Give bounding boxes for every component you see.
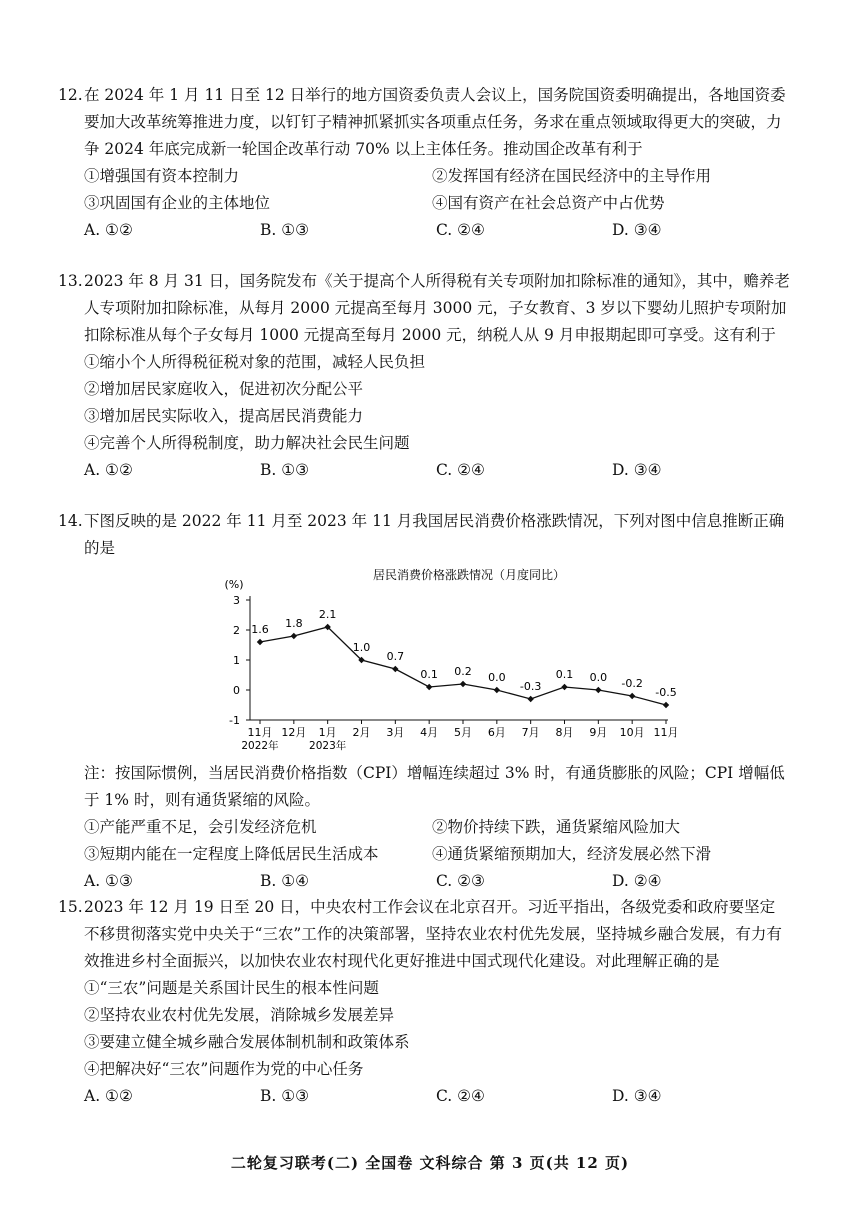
data-label: 0.0 [589, 671, 608, 684]
data-label: 2.1 [318, 608, 337, 621]
x-tick-label: 3月 [386, 726, 405, 739]
data-point [257, 639, 263, 645]
x-tick-label: 4月 [420, 726, 439, 739]
option-3: ③短期内能在一定程度上降低居民生活成本 [84, 845, 379, 863]
option-1: ①增强国有资本控制力 [84, 167, 240, 185]
question-stem: 在 2024 年 1 月 11 日至 12 日举行的地方国资委负责人会议上，国务院国资委明确提出，各地国资委要加大改革统筹推进力度，以钉钉子精神抓紧抓实各项重点任务，务求在重点领域取得更大的突破，力争 2024 年底完成新一轮国企改革行动 70% 以上主体任务。推动国企改革有利于 [84, 86, 786, 158]
choice-a[interactable]: A. ①② [84, 221, 133, 239]
data-point [561, 684, 567, 690]
chart-note: 注：按国际惯例，当居民消费价格指数（CPI）增幅连续超过 3% 时，有通货膨胀的风险；CPI 增幅低于 1% 时，则有通货紧缩的风险。 [84, 764, 785, 809]
x-tick-label: 11月 [653, 726, 678, 739]
choice-c[interactable]: C. ②④ [436, 221, 485, 239]
data-label: 1.0 [352, 641, 371, 654]
option-2: ②发挥国有经济在国民经济中的主导作用 [432, 167, 712, 185]
choice-d[interactable]: D. ③④ [612, 1087, 662, 1105]
x-tick-label: 6月 [487, 726, 506, 739]
option-4: ④国有资产在社会总资产中占优势 [432, 194, 665, 212]
data-label: 0.7 [386, 650, 405, 663]
choice-b[interactable]: B. ①③ [260, 461, 310, 479]
data-label: 1.8 [285, 617, 303, 630]
x-tick-label: 12月 [281, 726, 307, 739]
page-footer: 二轮复习联考(二) 全国卷 文科综合 第 3 页(共 12 页) [230, 1154, 630, 1172]
choice-d[interactable]: D. ③④ [612, 461, 662, 479]
option-4: ④完善个人所得税制度，助力解决社会民生问题 [84, 434, 410, 452]
question-number: 13. [58, 272, 83, 290]
data-point [460, 681, 466, 687]
data-point [595, 687, 601, 693]
question-number: 14. [58, 512, 83, 530]
choice-c[interactable]: C. ②③ [436, 872, 485, 890]
choice-a[interactable]: A. ①② [84, 461, 133, 479]
data-label: 0.0 [488, 671, 506, 684]
cpi-line-chart [208, 562, 678, 762]
x-tick-label: 9月 [589, 726, 608, 739]
data-point [291, 633, 297, 639]
options-row [84, 814, 790, 841]
option-1: ①产能严重不足，会引发经济危机 [84, 818, 317, 836]
choice-b[interactable]: B. ①③ [260, 1087, 310, 1105]
data-point [426, 684, 432, 690]
y-tick-label: 0 [233, 684, 240, 697]
x-tick-label: 5月 [454, 726, 472, 739]
question-number: 12. [58, 86, 83, 104]
year-label: 2022年 [241, 740, 279, 752]
x-tick-label: 7月 [521, 726, 540, 739]
choice-b[interactable]: B. ①④ [260, 872, 310, 890]
x-tick-label: 10月 [619, 726, 645, 739]
choices-row [84, 868, 790, 895]
question-number: 15. [58, 898, 83, 916]
x-tick-label: 8月 [555, 726, 574, 739]
data-label: 0.1 [420, 668, 438, 681]
question-stem: 2023 年 8 月 31 日，国务院发布《关于提高个人所得税有关专项附加扣除标准的通知》，其中，赡养老人专项附加扣除标准，从每月 2000 元提高至每月 3000 元，子女教育、3 岁以下婴幼儿照护专项附加扣除标准从每个子女每月 1000 元提高至每月 2000 元，纳税人从 9 月申报期起即可享受。这有利于 [84, 272, 790, 344]
data-label: 0.2 [454, 665, 472, 678]
option-3: ③增加居民实际收入，提高居民消费能力 [84, 407, 364, 425]
data-point [494, 687, 500, 693]
option-2: ②物价持续下跌，通货紧缩风险加大 [432, 818, 681, 836]
year-label: 2023年 [309, 740, 347, 752]
choice-a[interactable]: A. ①② [84, 1087, 133, 1105]
y-axis-unit: (%) [224, 578, 244, 591]
data-label: -0.2 [621, 677, 643, 690]
data-label: -0.3 [519, 680, 542, 693]
choice-b[interactable]: B. ①③ [260, 221, 310, 239]
data-point [629, 693, 635, 699]
choices-row [84, 1083, 790, 1110]
y-tick-label: 3 [233, 594, 240, 607]
data-point [392, 666, 398, 672]
question-14-continued [84, 760, 790, 895]
options-row [84, 841, 790, 868]
option-4: ④把解决好“三农”问题作为党的中心任务 [84, 1060, 364, 1078]
question-stem: 2023 年 12 月 19 日至 20 日，中央农村工作会议在北京召开。习近平指出，各级党委和政府要坚定不移贯彻落实党中央关于“三农”工作的决策部署，坚持农业农村优先发展，坚持城乡融合发展，有力有效推进乡村全面振兴，以加快农业农村现代化更好推进中国式现代化建设。对此理解正确的是 [84, 898, 782, 970]
data-point [663, 702, 669, 708]
x-tick-label: 11月 [247, 726, 273, 739]
option-1: ①缩小个人所得税征税对象的范围，减轻人民负担 [84, 353, 426, 371]
choice-d[interactable]: D. ②④ [612, 872, 662, 890]
options-row [84, 163, 790, 190]
x-tick-label: 2月 [352, 726, 371, 739]
question-13 [58, 268, 790, 484]
data-label: 1.6 [251, 623, 269, 636]
option-3: ③要建立健全城乡融合发展体制机制和政策体系 [84, 1033, 410, 1051]
choice-a[interactable]: A. ①③ [84, 872, 133, 890]
option-1: ①“三农”问题是关系国计民生的根本性问题 [84, 979, 379, 997]
option-2: ②增加居民家庭收入，促进初次分配公平 [84, 380, 364, 398]
choice-d[interactable]: D. ③④ [612, 221, 662, 239]
data-label: 0.1 [555, 668, 574, 681]
question-stem: 下图反映的是 2022 年 11 月至 2023 年 11 月我国居民消费价格涨跌情况，下列对图中信息推断正确的是 [84, 512, 785, 557]
data-point [527, 696, 533, 702]
question-12 [58, 82, 790, 244]
option-3: ③巩固国有企业的主体地位 [84, 194, 271, 212]
chart-title: 居民消费价格涨跌情况（月度同比） [372, 568, 566, 582]
option-4: ④通货紧缩预期加大，经济发展必然下滑 [432, 845, 712, 863]
question-15 [58, 894, 790, 1110]
choices-row [84, 457, 790, 484]
option-2: ②坚持农业农村优先发展，消除城乡发展差异 [84, 1006, 395, 1024]
y-tick-label: 2 [233, 624, 240, 637]
x-tick-label: 1月 [318, 726, 337, 739]
choice-c[interactable]: C. ②④ [436, 461, 485, 479]
data-label: -0.5 [655, 686, 677, 699]
choices-row [84, 217, 790, 244]
y-tick-label: 1 [233, 654, 240, 667]
choice-c[interactable]: C. ②④ [436, 1087, 485, 1105]
question-14 [58, 508, 790, 562]
y-tick-label: -1 [229, 714, 240, 727]
options-row [84, 190, 790, 217]
